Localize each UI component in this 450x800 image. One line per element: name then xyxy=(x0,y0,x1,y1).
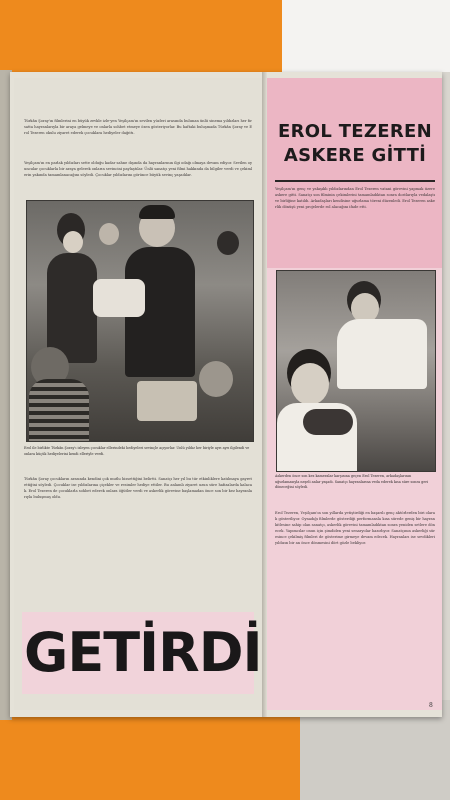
right-body-bottom-text: Erol Tezeren, Yeşilçam'ın son yıllarda yetiştirdiği en başarılı genç aktörlerden biri olarak gösteriliyor. Oynadığı filmlerde gösterdiği performansla kısa sürede geniş bir hayran kitlesine sahip olan sanatçı, askerlik görevini tamamladıktan sonra yeniden setlere dönecek. Yapımcılar onun için şimdiden yeni senaryolar hazırlıyor. Sanatçının askerliği süresince çekilmiş filmleri de gösterime girmeye devam edecek. Hayranları ise sevdikleri yıldızın bir an önce dönmesini dört gözle bekliyor. xyxy=(275,511,435,545)
white-background-top xyxy=(282,0,450,72)
boy-striped-sweater-figure xyxy=(29,379,89,441)
woman-coat-figure xyxy=(47,253,97,363)
child-back-figure xyxy=(199,361,233,397)
gift-package-figure xyxy=(93,279,145,317)
table-gifts-figure xyxy=(137,381,197,421)
article-headline xyxy=(273,120,437,168)
headline-line-1: EROL TEZEREN xyxy=(278,121,432,142)
erol-face-figure xyxy=(291,363,329,405)
photo1-caption: Erol ile birlikte Türkân Şoray'ı izleyen çocuklar ellerindeki hediyeleri sevinçle açıyorlar. Ünlü yıldız her biriyle ayrı ayrı ilgilendi ve onlara küçük hediyelerini kendi elleriyle verdi. xyxy=(24,446,250,456)
headline-line-2: ASKERE GİTTİ xyxy=(283,145,427,166)
left-intro-text: Türkân Şoray'ın filmlerini en büyük zevkle izle-yen Yeşilçam'ın sevilen yüzleri arasında bulunan ünlü sinema yıldızları her fırsatta hayranlarıyla bir araya gelmeye ve onlarla sohbet etmeye özen gösteriyorlar. Bu haftaki buluşmada Türkân Şoray ve Erol Tezeren okulu ziyaret ederek çocuklara hediyeler dağıttı. xyxy=(24,119,252,135)
man-hair-figure xyxy=(139,205,175,219)
right-body-top-text: Yeşilçam'ın genç ve yakışıklı yıldızlarından Erol Tezeren vatani görevini yapmak üzere askere gitti. Sanatçı son filminin çekimlerini tamamladıktan sonra dostlarıyla vedalaştı ve birliğine katıldı. Arkadaşları kendisine uğurlama töreni düzenledi. Erol Tezeren askerlik dönüşü yeni projelerde rol alacağını ifade etti. xyxy=(275,187,435,209)
top-man-shirt-figure xyxy=(337,319,427,389)
left-body-bottom-text: Türkân Şoray çocukların arasında kendini çok mutlu hissettiğini belirtti. Sanatçı her yıl bu tür etkinliklere katılmaya gayret ettiğini söyledi. Çocuklar ise yıldızlarına çiçekler ve resimler hediye ettiler. Bu anlamlı ziyaret uzun süre hafızalarda kalacak. Erol Tezeren de çocuklarla sohbet ederek onlara öğütler verdi ve askerlik görevine başlamadan önce son bir kez hayranlarıyla buluşmuş oldu. xyxy=(24,477,252,499)
photo-children-with-stars xyxy=(26,200,254,442)
flower-garland-figure xyxy=(303,409,353,435)
photo-erol-tezeren xyxy=(276,270,436,472)
woman-face-figure xyxy=(63,231,83,253)
banner-word-getirdi: GETİRDİ xyxy=(24,621,262,684)
child-face-figure xyxy=(99,223,119,245)
background-woman-figure xyxy=(217,231,239,255)
photo2-caption: Askerden önce son kez kameralar karşısına geçen Erol Tezeren, arkadaşlarının uğurlamasıyla neşeli anlar yaşadı. Sanatçı hayranlarına veda ederek kısa süre sonra geri döneceğini söyledi. xyxy=(275,474,429,489)
page-number: 8 xyxy=(429,702,433,709)
orange-background-top xyxy=(0,0,282,72)
headline-rule xyxy=(275,180,435,182)
left-body-top-text: Yeşilçam'ın en parlak yıldızları sette olduğu kadar sahne dışında da hayranlarının ilgi odağı olmaya devam ediyor. Sevilen oyuncular çocuklarla bir araya gelerek onların sevincini paylaştılar. Ünlü sanatçı yeni filmi hakkında da bilgiler verdi ve çekimlerin yakında tamamlanacağını söyledi. Çocuklar yıldızlarını görünce büyük sevinç yaşadılar. xyxy=(24,161,252,177)
